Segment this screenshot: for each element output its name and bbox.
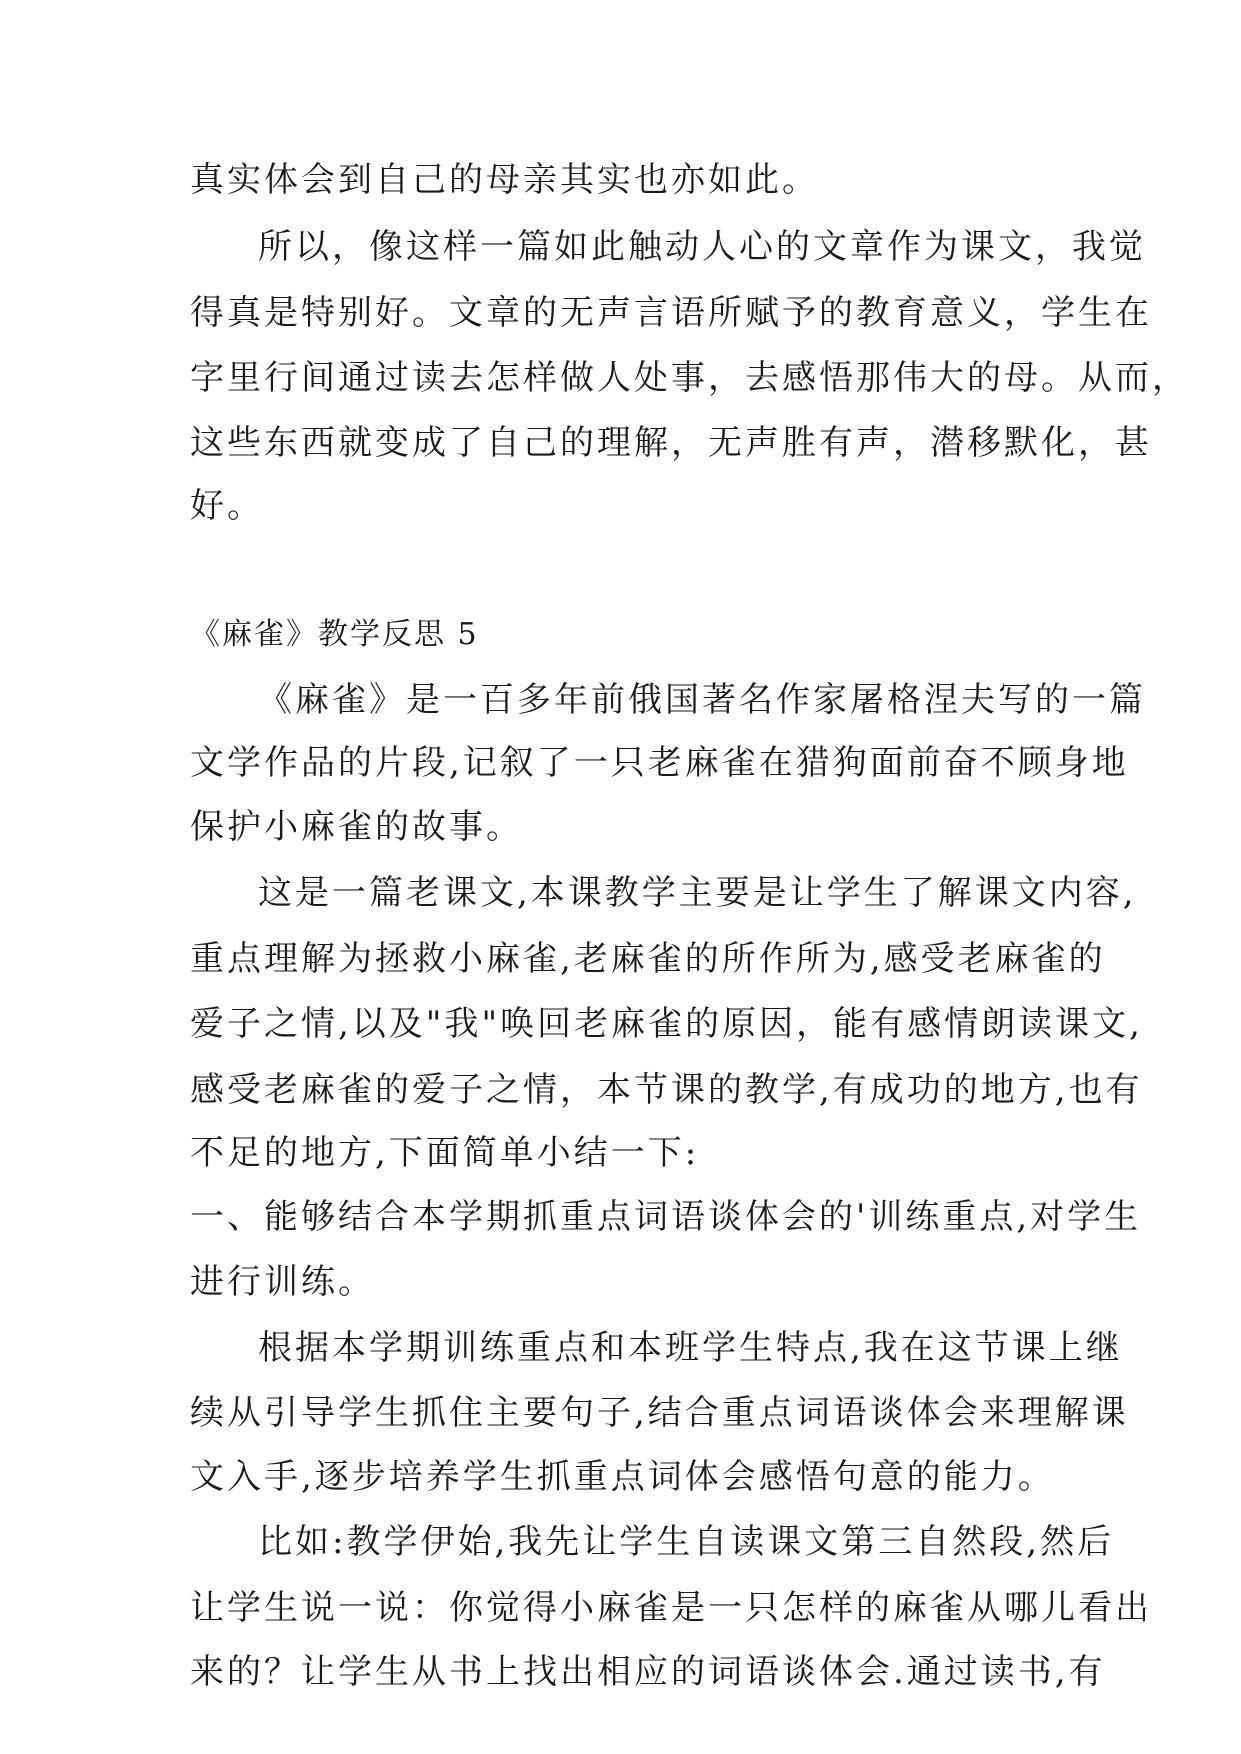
paragraph-first-line: 比如:教学伊始,我先让学生自读课文第三自然段,然后 [258, 1522, 1115, 1562]
text-line: 保护小麻雀的故事。 [190, 807, 523, 847]
text-line: 感受老麻雀的爱子之情，本节课的教学,有成功的地方,也有 [190, 1070, 1143, 1110]
text-line: 得真是特别好。文章的无声言语所赋予的教育意义，学生在 [190, 293, 1152, 333]
section-title: 《麻雀》教学反思 5 [190, 617, 479, 652]
text-line: 这些东西就变成了自己的理解，无声胜有声，潜移默化，甚 [190, 423, 1152, 463]
text-line: 爱子之情,以及"我"唤回老麻雀的原因，能有感情朗读课文, [190, 1004, 1143, 1044]
paragraph-first-line: 这是一篇老课文,本课教学主要是让学生了解课文内容, [258, 873, 1137, 913]
text-line: 文入手,逐步培养学生抓重点词体会感悟句意的能力。 [190, 1457, 1055, 1497]
text-line: 来的？让学生从书上找出相应的词语谈体会.通过读书,有 [190, 1652, 1106, 1692]
paragraph-first-line: 所以，像这样一篇如此触动人心的文章作为课文，我觉 [258, 227, 1146, 267]
text-line: 续从引导学生抓住主要句子,结合重点词语谈体会来理解课 [190, 1393, 1129, 1433]
text-line: 字里行间通过读去怎样做人处事，去感悟那伟大的母。从而， [190, 358, 1189, 398]
text-line: 真实体会到自己的母亲其实也亦如此。 [190, 160, 819, 200]
list-item-heading: 一、能够结合本学期抓重点词语谈体会的'训练重点,对学生 [190, 1197, 1142, 1237]
text-line: 不足的地方,下面简单小结一下: [190, 1133, 700, 1173]
paragraph-first-line: 根据本学期训练重点和本班学生特点,我在这节课上继 [258, 1328, 1123, 1368]
text-line: 好。 [190, 486, 264, 526]
paragraph-first-line: 《麻雀》是一百多年前俄国著名作家屠格涅夫写的一篇 [258, 680, 1146, 720]
text-line: 文学作品的片段,记叙了一只老麻雀在猎狗面前奋不顾身地 [190, 743, 1129, 783]
text-line: 进行训练。 [190, 1262, 375, 1302]
text-line: 让学生说一说：你觉得小麻雀是一只怎样的麻雀从哪儿看出 [190, 1588, 1152, 1628]
text-line: 重点理解为拯救小麻雀,老麻雀的所作所为,感受老麻雀的 [190, 939, 1106, 979]
